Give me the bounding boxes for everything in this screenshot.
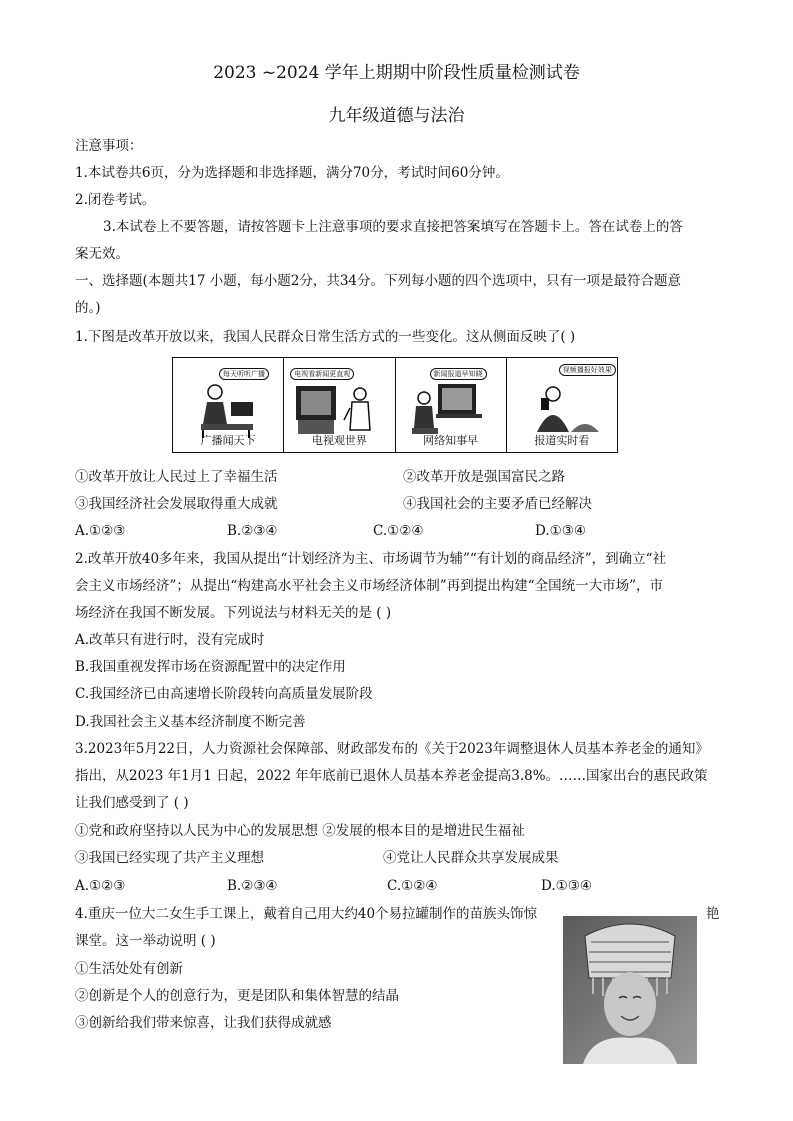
q4-stem-2: 课堂。这一举动说明 ( ) xyxy=(75,933,216,949)
q4-stem-1: 4.重庆一位大二女生手工课上，戴着自己用大约40个易拉罐制作的苗族头饰惊 xyxy=(75,906,538,922)
note-1: 1.本试卷共6页，分为选择题和非选择题，满分70分，考试时间60分钟。 xyxy=(75,165,509,181)
q1-option-2: ②改革开放是强国富民之路 xyxy=(403,469,565,485)
q1-option-3: ③我国经济社会发展取得重大成就 xyxy=(75,496,278,512)
note-3: 3.本试卷上不要答题，请按答题卡上注意事项的要求直接把答案填写在答题卡上。答在试卷上的答 xyxy=(103,219,683,235)
panel-4-caption: 报道实时看 xyxy=(534,434,590,447)
panel-2-caption: 电视观世界 xyxy=(311,434,367,447)
q3-choice-d: D.①③④ xyxy=(541,878,592,894)
q1-option-1: ①改革开放让人民过上了幸福生活 xyxy=(75,469,278,485)
section-heading: 一、选择题(本题共17 小题，每小题2分，共34分。下列每小题的四个选项中，只有一项是最符合题意 xyxy=(75,273,682,289)
q4-option-2: ②创新是个人的创意行为，更是团队和集体智慧的结晶 xyxy=(75,988,399,1004)
notes-heading: 注意事项： xyxy=(75,138,143,154)
q3-choice-c: C.①②④ xyxy=(387,878,438,894)
q3-option-4: ④党让人民群众共享发展成果 xyxy=(383,850,559,866)
q2-choice-b: B.我国重视发挥市场在资源配置中的决定作用 xyxy=(75,659,346,675)
q1-stem: 1.下图是改革开放以来，我国人民群众日常生活方式的一些变化。这从侧面反映了( ) xyxy=(75,329,576,345)
note-3-cont: 案无效。 xyxy=(75,246,129,262)
q1-choice-a: A.①②③ xyxy=(75,523,126,539)
exam-title: 2023 ~2024 学年上期期中阶段性质量检测试卷 xyxy=(213,63,580,83)
panel-computer xyxy=(396,358,507,452)
q4-option-1: ①生活处处有创新 xyxy=(75,961,183,977)
panel-phone xyxy=(507,358,617,452)
q2-stem-1: 2.改革开放40多年来，我国从提出“计划经济为主、市场调节为辅”“有计划的商品经济”，到确立“社 xyxy=(75,551,667,567)
q2-choice-a: A.改革只有进行时，没有完成时 xyxy=(75,632,265,648)
q2-stem-2: 会主义市场经济”；从提出“构建高水平社会主义市场经济体制”再到提出构建“全国统一大市场”，市 xyxy=(75,578,664,594)
q3-choice-b: B.②③④ xyxy=(227,878,278,894)
section-heading-cont: 的。) xyxy=(75,300,101,316)
q2-stem-3: 场经济在我国不断发展。下列说法与材料无关的是 ( ) xyxy=(75,605,392,621)
q2-choice-d: D.我国社会主义基本经济制度不断完善 xyxy=(75,714,306,730)
q3-stem-2: 指出，从2023 年1月1 日起，2022 年年底前已退休人员基本养老金提高3.8%。……国家出台的惠民政策 xyxy=(75,768,708,784)
panel-3-caption: 网络知事早 xyxy=(423,434,479,447)
q1-choice-d: D.①③④ xyxy=(535,523,586,539)
panel-1-caption: 广播闻天下 xyxy=(200,434,256,447)
q3-stem-3: 让我们感受到了 ( ) xyxy=(75,795,189,811)
note-2: 2.闭卷考试。 xyxy=(75,192,156,208)
headdress-photo xyxy=(563,916,697,1064)
q3-option-3: ③我国已经实现了共产主义理想 xyxy=(75,850,264,866)
q4-option-3: ③创新给我们带来惊喜，让我们获得成就感 xyxy=(75,1015,332,1031)
panel-tv xyxy=(284,358,395,452)
q1-choice-c: C.①②④ xyxy=(373,523,424,539)
q1-choice-b: B.②③④ xyxy=(227,523,278,539)
q3-choice-a: A.①②③ xyxy=(75,878,126,894)
q1-image-strip xyxy=(172,357,618,453)
miao-headdress-image xyxy=(563,916,697,1064)
q1-option-4: ④我国社会的主要矛盾已经解决 xyxy=(403,496,592,512)
panel-4-bubble: 视频播报好效果 xyxy=(559,364,616,376)
q3-option-1-2: ①党和政府坚持以人民为中心的发展思想 ②发展的根本目的是增进民生福祉 xyxy=(75,823,525,839)
panel-radio xyxy=(173,358,284,452)
panel-3-bubble: 新闻报道早知晓 xyxy=(430,368,487,380)
q3-stem-1: 3.2023年5月22日，人力资源社会保障部、财政部发布的《关于2023年调整退休人员基本养老金的通知》 xyxy=(75,741,709,757)
panel-1-bubble: 每天听听广播 xyxy=(219,368,269,380)
panel-2-bubble: 电视看新闻更直观 xyxy=(290,368,354,380)
q2-choice-c: C.我国经济已由高速增长阶段转向高质量发展阶段 xyxy=(75,686,373,702)
exam-subtitle: 九年级道德与法治 xyxy=(328,106,465,126)
q4-stem-1-end: 艳 xyxy=(706,906,720,922)
